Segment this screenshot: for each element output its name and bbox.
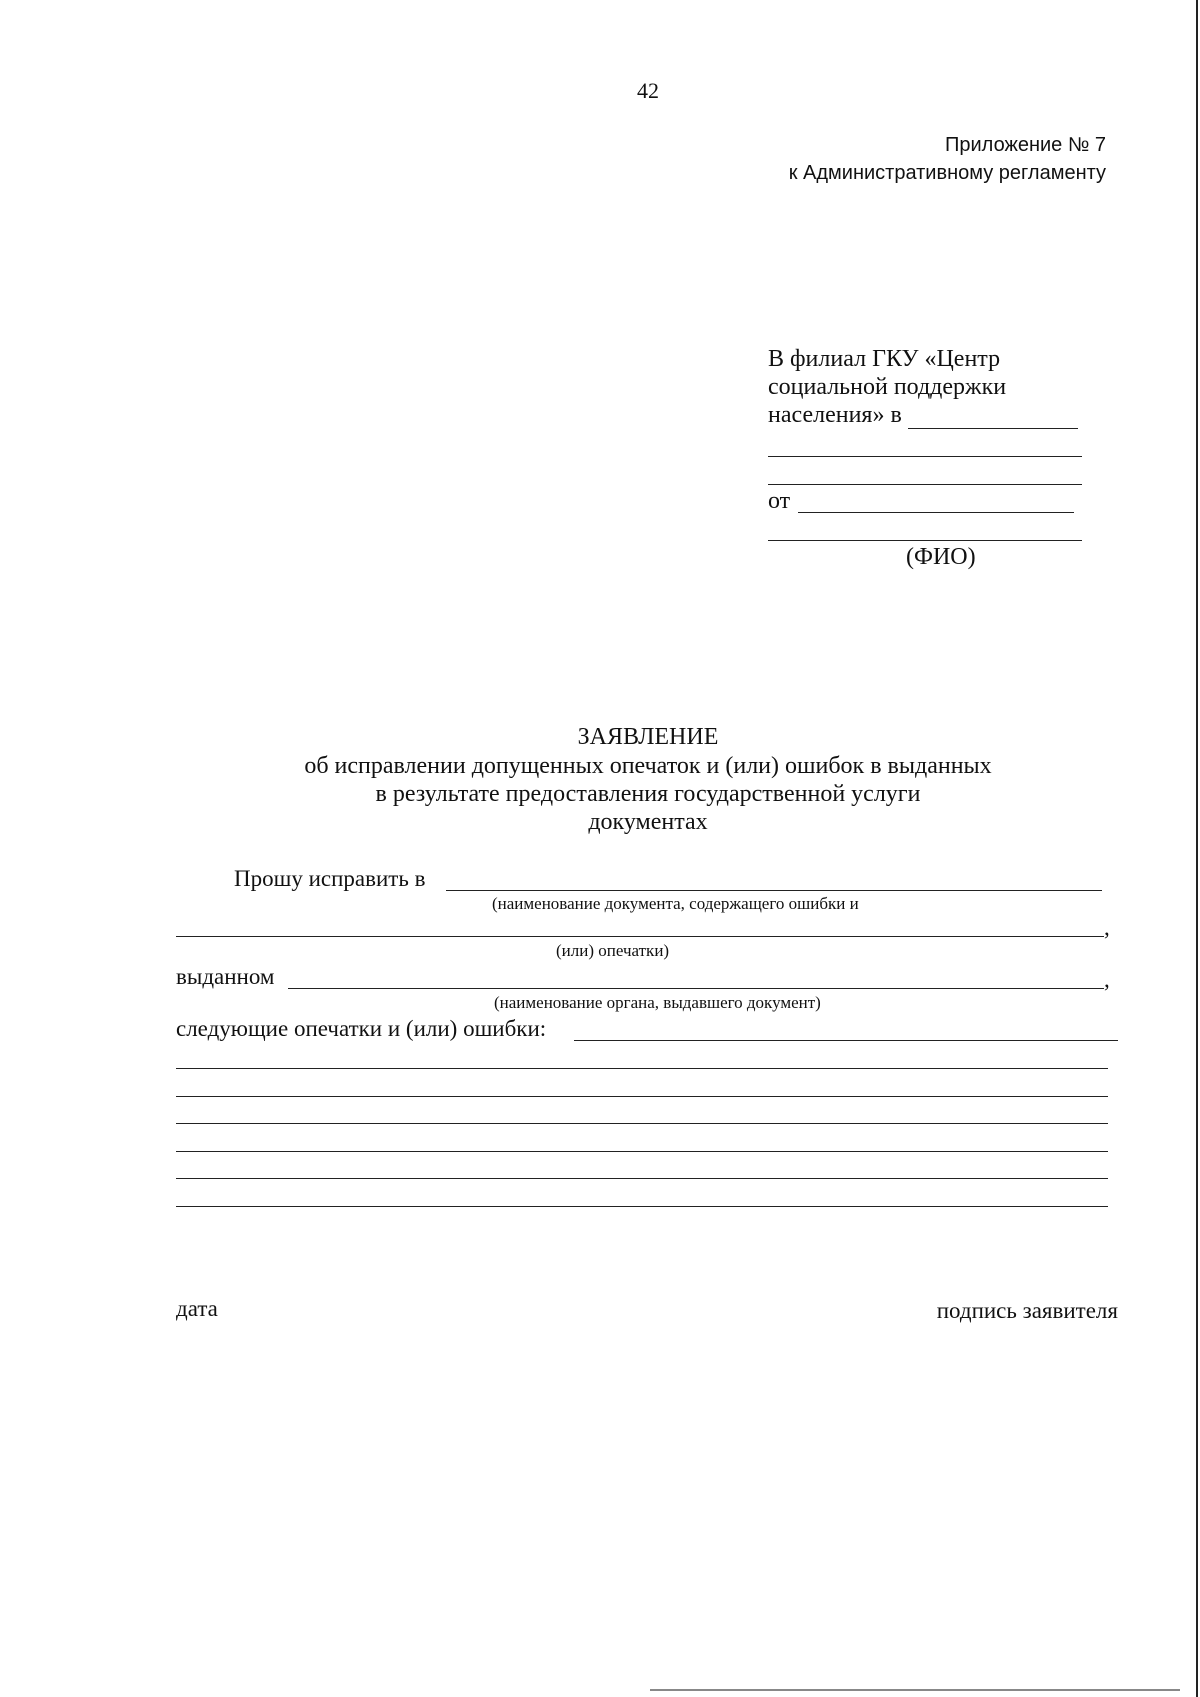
document-hint-line-1: (наименование документа, содержащего ошибки и bbox=[492, 894, 859, 913]
errors-field-line-4[interactable] bbox=[176, 1123, 1108, 1124]
page-number: 42 bbox=[637, 78, 659, 103]
errors-field[interactable] bbox=[574, 1040, 1118, 1041]
addressee-line-2: социальной поддержки bbox=[768, 374, 1007, 400]
branch-name-field-line-2[interactable] bbox=[768, 456, 1082, 457]
errors-field-line-3[interactable] bbox=[176, 1096, 1108, 1097]
errors-field-line-2[interactable] bbox=[176, 1068, 1108, 1069]
errors-field-line-6[interactable] bbox=[176, 1178, 1108, 1179]
document-name-field[interactable] bbox=[446, 890, 1102, 891]
errors-field-line-7[interactable] bbox=[176, 1206, 1108, 1207]
addressee-line-1: В филиал ГКУ «Центр bbox=[768, 346, 1001, 372]
document-name-field-line-2[interactable] bbox=[176, 936, 1104, 937]
scan-bottom-edge bbox=[650, 1689, 1180, 1691]
appendix-subtitle: к Административному регламенту bbox=[788, 162, 1106, 184]
statement-subtitle-line-1: об исправлении допущенных опечаток и (или) ошибок в выданных bbox=[304, 753, 992, 779]
statement-subtitle-line-3: документах bbox=[588, 809, 708, 835]
errors-field-line-5[interactable] bbox=[176, 1151, 1108, 1152]
signature-label: подпись заявителя bbox=[936, 1298, 1118, 1323]
statement-title: ЗАЯВЛЕНИЕ bbox=[577, 724, 719, 750]
branch-name-field-line-3[interactable] bbox=[768, 484, 1082, 485]
request-label: Прошу исправить в bbox=[234, 866, 426, 891]
statement-subtitle-line-2: в результате предоставления государственной услуги bbox=[375, 781, 921, 807]
comma-2: , bbox=[1104, 967, 1110, 992]
applicant-fio-field-line-2[interactable] bbox=[768, 540, 1082, 541]
comma-1: , bbox=[1104, 915, 1110, 940]
issued-label: выданном bbox=[176, 964, 275, 989]
addressee-line-3: населения» в bbox=[768, 402, 902, 428]
issuer-hint: (наименование органа, выдавшего документ) bbox=[494, 993, 821, 1012]
appendix-title: Приложение № 7 bbox=[945, 134, 1106, 156]
issuing-authority-field[interactable] bbox=[288, 988, 1104, 989]
document-hint-line-2: (или) опечатки) bbox=[556, 941, 670, 960]
scan-edge bbox=[1196, 0, 1198, 1697]
date-label: дата bbox=[176, 1296, 218, 1321]
branch-name-field[interactable] bbox=[908, 428, 1078, 429]
from-label: от bbox=[768, 488, 791, 514]
fio-hint: (ФИО) bbox=[906, 544, 976, 570]
applicant-fio-field[interactable] bbox=[798, 512, 1074, 513]
errors-label: следующие опечатки и (или) ошибки: bbox=[176, 1016, 547, 1041]
